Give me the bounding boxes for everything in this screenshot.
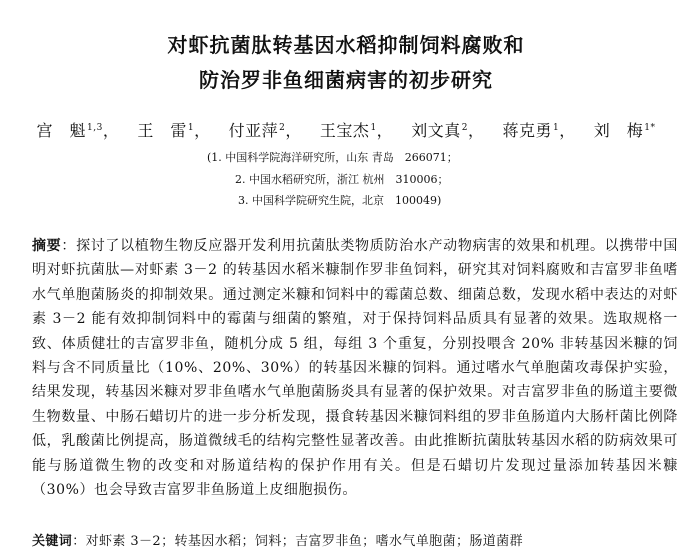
keyword-separator: ； xyxy=(455,534,470,549)
keyword-separator: ； xyxy=(362,534,376,549)
abstract-text: 探讨了以植物生物反应器开发利用抗菌肽类物质防治水产动物病害的效果和机理。以携带中国明对虾抗菌肽—对虾素 3－2 的转基因水稻米糠制作罗非鱼饲料，研究其对饲料腐败和吉富罗非鱼嗜水气单胞菌肠炎的抑制效果。通过测定米糠和饲料中的霉菌总数、细菌总数，发现水稻中表达的对虾素 3－2 能有效抑制饲料中的霉菌与细菌的繁殖，对于保持饲料品质具有显著的效果。选取规格一致、体质健壮的吉富罗非鱼，随机分成 5 组，每组 3 个重复，分别投喂含 20% 非转基因米糠的饲料与含不同质量比（10%、20%、30%）的转基因米糠的饲料。通过嗜水气单胞菌攻毒保护实验，结果发现，转基因米糠对罗非鱼嗜水气单胞菌肠炎具有显著的保护效果。对吉富罗非鱼的肠道主要微生物数量、中肠石蜡切片的进一步分析发现，摄食转基因米糠饲料组的罗非鱼肠道内大肠杆菌比例降低，乳酸菌比例提高，肠道微绒毛的结构完整性显著改善。由此推断抗菌肽转基因水稻的防病效果可能与肠道微生物的改变和对肠道结构的保护作用有关。但是石蜡切片发现过量添加转基因米糠（30%）也会导致吉富罗非鱼肠道上皮细胞损伤。 xyxy=(32,238,678,499)
author-separator: ， xyxy=(376,121,394,140)
keywords-label: 关键词 xyxy=(32,534,73,549)
title-line-1: 对虾抗菌肽转基因水稻抑制饲料腐败和 xyxy=(167,33,525,57)
author-separator: ， xyxy=(102,121,120,140)
author-4 xyxy=(320,120,393,142)
author-1 xyxy=(37,120,120,142)
affiliation-3: 3. 中国科学院研究生院，北京 100049) xyxy=(238,194,442,207)
keyword-separator: ； xyxy=(281,534,296,549)
author-separator: ， xyxy=(194,121,211,140)
author-separator: ， xyxy=(559,121,576,140)
author-name: 刘 梅 xyxy=(593,121,644,140)
author-2 xyxy=(137,120,210,142)
author-affil-mark: 1 xyxy=(552,122,560,133)
keyword-separator: ； xyxy=(161,534,175,549)
title-line-2: 防治罗非鱼细菌病害的初步研究 xyxy=(199,68,493,92)
author-affil-mark: 1 xyxy=(370,122,377,133)
abstract xyxy=(32,234,678,502)
abstract-separator: ： xyxy=(61,238,77,254)
author-affil-mark: 2 xyxy=(461,122,468,133)
keyword-item: 饲料 xyxy=(254,534,282,549)
author-6 xyxy=(502,120,575,142)
author-7 xyxy=(594,120,656,142)
keywords-separator: ： xyxy=(72,534,86,549)
author-name: 付亚萍 xyxy=(228,121,279,140)
keywords xyxy=(32,532,678,552)
author-list xyxy=(0,120,692,142)
author-name: 蒋克勇 xyxy=(502,121,552,140)
author-name: 王 雷 xyxy=(137,121,187,140)
keyword-item: 吉富罗非鱼 xyxy=(295,534,363,549)
affiliation-2: 2. 中国水稻研究所，浙江 杭州 310006； xyxy=(235,173,449,186)
author-separator: ， xyxy=(467,121,485,140)
keyword-item: 转基因水稻 xyxy=(174,534,242,549)
keyword-item: 肠道菌群 xyxy=(469,534,523,549)
keyword-separator: ； xyxy=(241,534,255,549)
keyword-item: 对虾素 3－2 xyxy=(85,534,162,549)
author-affil-mark: 1 xyxy=(187,122,195,133)
author-3 xyxy=(229,120,302,142)
affiliation-1: (1. 中国科学院海洋研究所，山东 青岛 266071； xyxy=(207,151,458,164)
abstract-label: 摘要 xyxy=(32,238,62,254)
author-name: 刘文真 xyxy=(411,121,461,140)
author-name: 王宝杰 xyxy=(319,121,370,140)
author-separator: ， xyxy=(285,121,302,140)
author-affil-mark: 1,3 xyxy=(87,122,103,133)
keyword-item: 嗜水气单胞菌 xyxy=(375,534,456,549)
author-5 xyxy=(411,120,484,142)
author-affil-mark: 1* xyxy=(644,122,656,133)
author-affil-mark: 2 xyxy=(279,122,286,133)
author-name: 宫 魁 xyxy=(36,121,87,140)
